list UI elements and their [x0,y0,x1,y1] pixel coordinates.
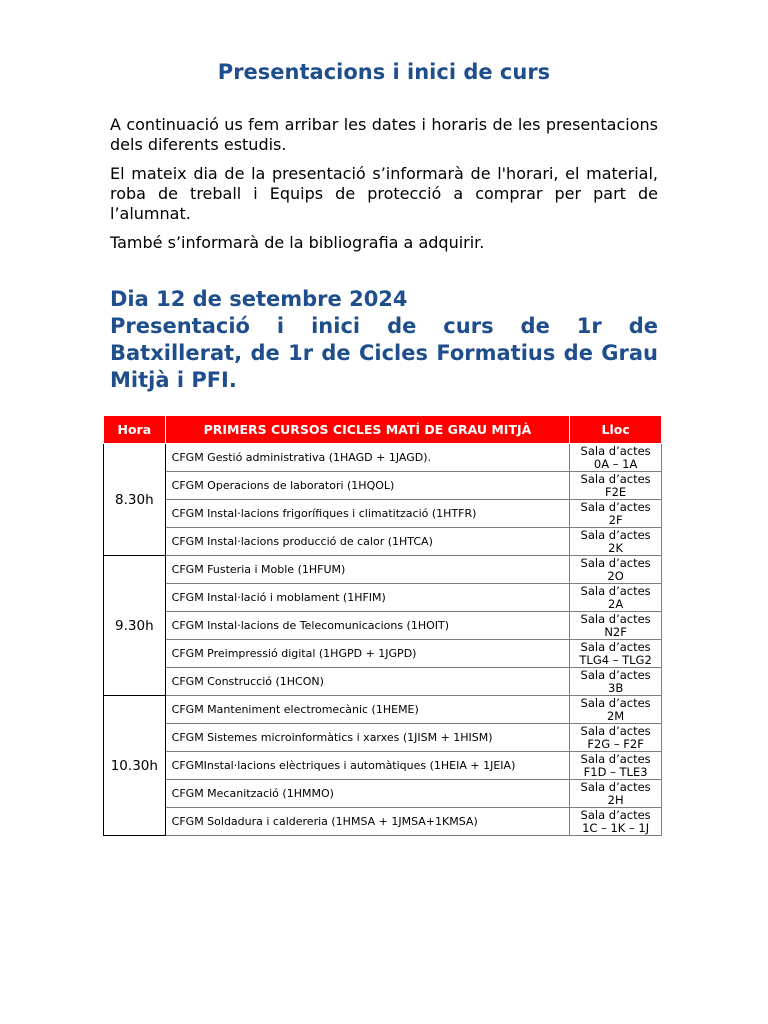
intro-paragraph-3: També s’informarà de la bibliografia a adquirir. [110,233,485,252]
lloc-line-2: TLG4 – TLG2 [579,652,652,667]
lloc-cell [570,724,662,752]
header-cursos: PRIMERS CURSOS CICLES MATÍ DE GRAU MITJÀ [165,416,570,444]
table-row [104,724,662,752]
hora-cell: 10.30h [104,696,166,836]
lloc-line-2: F2G – F2F [587,736,644,751]
lloc-line-1: Sala d’actes [580,471,651,486]
table-row [104,808,662,836]
lloc-cell [570,668,662,696]
section-subtitle: Presentació i inici de curs de 1r de Batxillerat, de 1r de Cicles Formatius de Grau Mitjà i PFI. [110,314,658,392]
table-row [104,556,662,584]
curs-cell: CFGM Instal·lacions producció de calor (1HTCA) [165,528,570,556]
hora-cell: 8.30h [104,444,166,556]
lloc-cell [570,556,662,584]
curs-cell: CFGM Preimpressió digital (1HGPD + 1JGPD) [165,640,570,668]
intro-paragraph-1: A continuació us fem arribar les dates i horaris de les presentacions dels diferents estudis. [110,115,658,154]
lloc-line-2: 1C – 1K – 1J [582,820,650,835]
lloc-line-1: Sala d’actes [580,751,651,766]
lloc-line-1: Sala d’actes [580,779,651,794]
table-row [104,612,662,640]
lloc-line-2: 0A – 1A [593,456,638,471]
lloc-cell [570,612,662,640]
table-row [104,696,662,724]
lloc-line-2: 2M [606,708,625,723]
lloc-cell [570,444,662,472]
lloc-line-2: 2F [608,512,623,527]
curs-cell: CFGMInstal·lacions elèctriques i automàtiques (1HEIA + 1JEIA) [165,752,570,780]
lloc-line-2: F1D – TLE3 [583,764,648,779]
curs-cell: CFGM Operacions de laboratori (1HQOL) [165,472,570,500]
table-header-row [104,416,662,444]
table-row [104,668,662,696]
lloc-line-2: 2H [607,792,624,807]
lloc-line-2: 3B [608,680,624,695]
lloc-line-1: Sala d’actes [580,555,651,570]
lloc-line-1: Sala d’actes [580,499,651,514]
curs-cell: CFGM Sistemes microinformàtics i xarxes (1JISM + 1HISM) [165,724,570,752]
lloc-line-1: Sala d’actes [580,527,651,542]
lloc-cell [570,696,662,724]
table-row [104,640,662,668]
table-row [104,752,662,780]
curs-cell: CFGM Instal·lació i moblament (1HFIM) [165,584,570,612]
lloc-line-1: Sala d’actes [580,611,651,626]
lloc-cell [570,584,662,612]
table-row [104,472,662,500]
table-row [104,528,662,556]
intro-paragraph-2: El mateix dia de la presentació s’informarà de l'horari, el material, roba de treball i Equips de protecció a comprar per part de l’alumnat. [110,164,658,223]
lloc-line-1: Sala d’actes [580,723,651,738]
section-date: Dia 12 de setembre 2024 [110,287,408,311]
lloc-line-1: Sala d’actes [580,667,651,682]
lloc-line-2: F2E [605,484,627,499]
table-row [104,500,662,528]
section-heading [110,286,658,394]
table-row [104,584,662,612]
hora-cell: 9.30h [104,556,166,696]
curs-cell: CFGM Soldadura i caldereria (1HMSA + 1JMSA+1KMSA) [165,808,570,836]
curs-cell: CFGM Construcció (1HCON) [165,668,570,696]
lloc-cell [570,780,662,808]
lloc-cell [570,808,662,836]
lloc-cell [570,528,662,556]
header-lloc: Lloc [570,416,662,444]
header-hora: Hora [104,416,166,444]
lloc-line-2: N2F [604,624,627,639]
table-row [104,444,662,472]
curs-cell: CFGM Instal·lacions de Telecomunicacions (1HOIT) [165,612,570,640]
lloc-line-1: Sala d’actes [580,695,651,710]
lloc-line-2: 2K [608,540,624,555]
curs-cell: CFGM Fusteria i Moble (1HFUM) [165,556,570,584]
lloc-cell [570,640,662,668]
lloc-line-2: 2O [607,568,624,583]
lloc-line-2: 2A [608,596,624,611]
schedule-table [103,415,662,836]
lloc-line-1: Sala d’actes [580,443,651,458]
lloc-line-1: Sala d’actes [580,583,651,598]
lloc-line-1: Sala d’actes [580,807,651,822]
curs-cell: CFGM Manteniment electromecànic (1HEME) [165,696,570,724]
lloc-cell [570,752,662,780]
page-title: Presentacions i inici de curs [217,60,551,84]
curs-cell: CFGM Instal·lacions frigorífiques i climatització (1HTFR) [165,500,570,528]
lloc-line-1: Sala d’actes [580,639,651,654]
lloc-cell [570,500,662,528]
curs-cell: CFGM Mecanització (1HMMO) [165,780,570,808]
table-row [104,780,662,808]
lloc-cell [570,472,662,500]
curs-cell: CFGM Gestió administrativa (1HAGD + 1JAGD). [165,444,570,472]
